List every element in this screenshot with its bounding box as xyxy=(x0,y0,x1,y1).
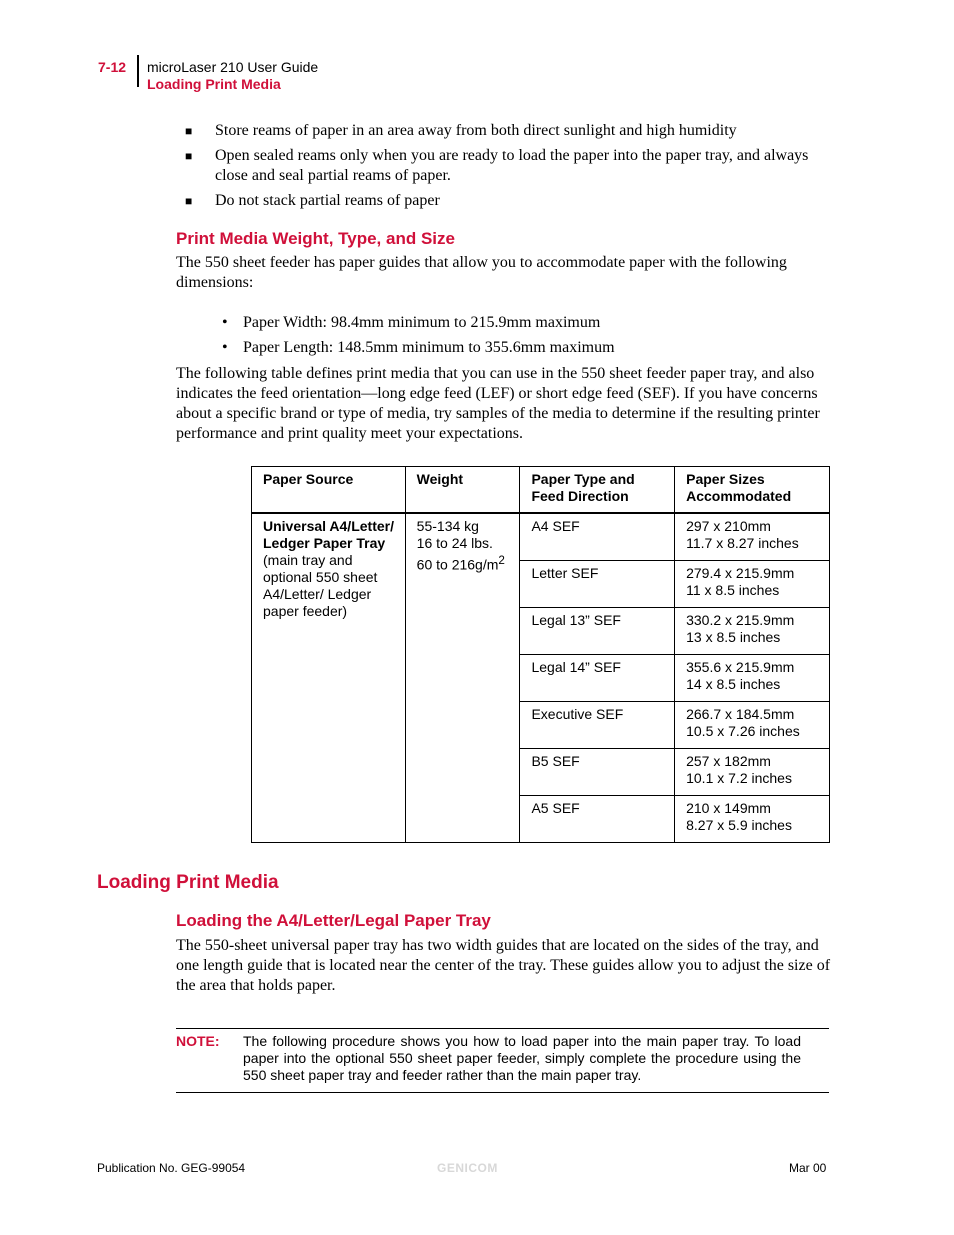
paper-source-cell xyxy=(252,513,406,843)
storage-tips-list xyxy=(185,121,835,216)
paper-type-cell: Executive SEF xyxy=(520,702,675,749)
weight-lbs: 16 to 24 lbs. xyxy=(416,535,493,551)
paper-type-cell: A5 SEF xyxy=(520,796,675,843)
note-text: The following procedure shows you how to load paper into the main paper tray. To load paper into the optional 550 sheet paper feeder, simply complete the procedure using the 550 sheet paper tray and feeder rather than the main paper tray. xyxy=(243,1033,801,1083)
column-header-weight: Weight xyxy=(405,467,520,514)
weight-kg: 55-134 kg xyxy=(416,518,479,534)
header-section-name: Loading Print Media xyxy=(147,76,281,92)
list-item: • Paper Width: 98.4mm minimum to 215.9mm maximum xyxy=(222,314,601,331)
square-bullet-icon: ■ xyxy=(185,124,193,138)
note-box xyxy=(176,1028,829,1093)
weight-gsm: 60 to $216g/m^2$ xyxy=(416,554,505,573)
list-item: ■ Do not stack partial reams of paper xyxy=(185,192,440,209)
paper-size-cell: 210 x 149mm 8.27 x 5.9 inches xyxy=(675,796,830,843)
paper-size-cell: 355.6 x 215.9mm 14 x 8.5 inches xyxy=(675,655,830,702)
page-number: 7-12 xyxy=(98,59,127,75)
column-header-paper-source: Paper Source xyxy=(252,467,406,514)
paper-type-cell: Letter SEF xyxy=(520,561,675,608)
tray-description-paragraph: The 550-sheet universal paper tray has two width guides that are located on the sides of the tray, and one length guide that is located near the center of the tray. These guides allow you to adjust the size of the area that holds paper. xyxy=(176,937,831,994)
header-divider xyxy=(137,55,139,87)
list-item: • Paper Length: 148.5mm minimum to 355.6mm maximum xyxy=(222,339,615,356)
paper-size-cell: 279.4 x 215.9mm 11 x 8.5 inches xyxy=(675,561,830,608)
page-header xyxy=(0,55,954,95)
footer-date: Mar 00 xyxy=(789,1161,827,1175)
guide-title: microLaser 210 User Guide xyxy=(147,59,319,75)
paper-source-name: Universal A4/Letter/ Ledger Paper Tray xyxy=(263,518,394,551)
paper-type-cell: Legal 14” SEF xyxy=(520,655,675,702)
footer-publication: Publication No. GEG-99054 xyxy=(97,1161,246,1175)
paper-type-cell: A4 SEF xyxy=(520,513,675,561)
section-heading-weight: Print Media Weight, Type, and Size xyxy=(176,229,455,248)
paper-type-cell: Legal 13” SEF xyxy=(520,608,675,655)
paper-size-cell: 257 x 182mm 10.1 x 7.2 inches xyxy=(675,749,830,796)
column-header-paper-sizes: Paper Sizes Accommodated xyxy=(675,467,830,514)
paper-size-cell: 266.7 x 184.5mm 10.5 x 7.26 inches xyxy=(675,702,830,749)
square-bullet-icon: ■ xyxy=(185,149,193,163)
list-item: ■ Open sealed reams only when you are ready to load the paper into the paper tray, and always close and seal partial reams of paper. xyxy=(185,147,809,184)
column-header-paper-type: Paper Type and Feed Direction xyxy=(520,467,675,514)
paper-source-note: (main tray and optional 550 sheet A4/Letter/ Ledger paper feeder) xyxy=(263,552,378,619)
paper-type-cell: B5 SEF xyxy=(520,749,675,796)
paper-size-cell: 330.2 x 215.9mm 13 x 8.5 inches xyxy=(675,608,830,655)
table-intro-paragraph: The following table defines print media that you can use in the 550 sheet feeder paper tray, and also indicates the feed orientation—long edge feed (LEF) or short edge feed (SEF). If you have concerns about a specific brand or type of media, try samples of the media to determine if the resulting printer performance and print quality meet your expectations. xyxy=(176,365,820,442)
superscript: 2 xyxy=(498,554,505,567)
dimensions-list xyxy=(222,313,822,363)
table-row xyxy=(252,513,830,561)
subsection-heading-tray: Loading the A4/Letter/Legal Paper Tray xyxy=(176,911,491,930)
table-header-row xyxy=(252,467,830,514)
section-heading-loading: Loading Print Media xyxy=(97,872,279,893)
list-item: ■ Store reams of paper in an area away from both direct sunlight and high humidity xyxy=(185,122,737,139)
print-media-table xyxy=(251,466,830,843)
dot-bullet-icon: • xyxy=(222,339,228,356)
weight-intro-paragraph: The 550 sheet feeder has paper guides that allow you to accommodate paper with the following dimensions: xyxy=(176,254,787,291)
paper-size-cell: 297 x 210mm 11.7 x 8.27 inches xyxy=(675,513,830,561)
footer-brand-logo: GENICOM xyxy=(437,1161,498,1175)
dot-bullet-icon: • xyxy=(222,314,228,331)
note-label: NOTE: xyxy=(176,1033,220,1049)
square-bullet-icon: ■ xyxy=(185,194,193,208)
weight-cell xyxy=(405,513,520,843)
